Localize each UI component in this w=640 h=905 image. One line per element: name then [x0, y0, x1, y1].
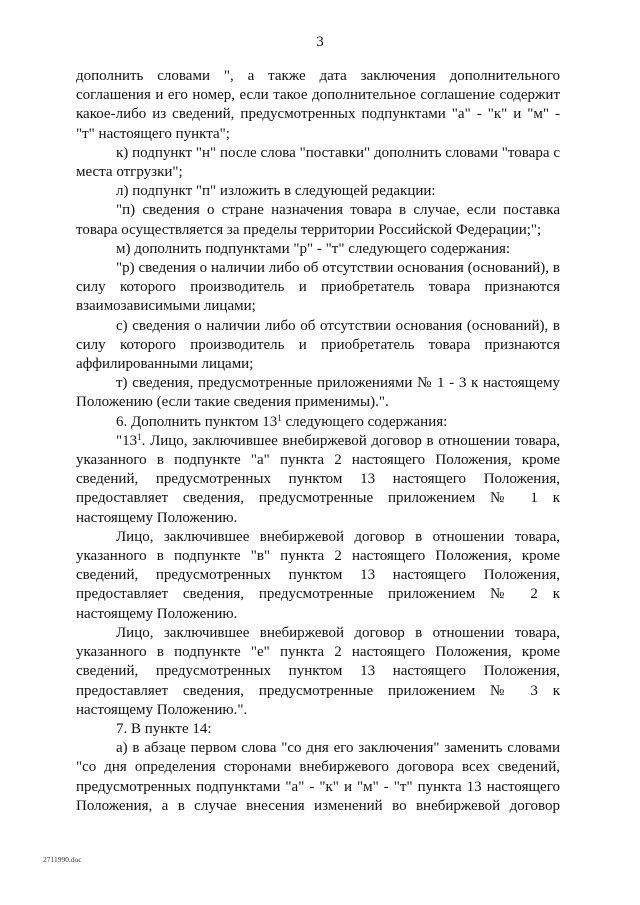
paragraph-person-e: Лицо, заключившее внебиржевой договор в отношении товара, указанного в подпункте "е" пункта 2 настоящего Положения, кроме сведений, предусмотренных пунктом 13 настоящего Положения, предоставляет сведения, предусмотренные приложением № 3 к настоящему Положению.".	[76, 624, 560, 718]
paragraph-item-r: "р) сведения о наличии либо об отсутствии основания (оснований), в силу которого производитель и приобретатель товара признаются взаимозависимыми лицами;	[76, 260, 560, 315]
superscript: 1	[277, 412, 282, 423]
paragraph-item-m: м) дополнить подпунктами "р" - "т" следующего содержания:	[116, 240, 511, 257]
document-body	[76, 67, 560, 816]
paragraph-item-p: "п) сведения о стране назначения товара в случае, если поставка товара осуществляется за пределы территории Российской Федерации;";	[76, 202, 560, 238]
page-number: 3	[316, 34, 324, 50]
footer-filename: 2711990.doc	[43, 855, 82, 864]
paragraph-point-7: 7. В пункте 14:	[116, 720, 212, 737]
superscript: 1	[137, 431, 142, 442]
paragraph-item-l: л) подпункт "п" изложить в следующей редакции:	[116, 183, 436, 200]
paragraph-item-k: к) подпункт "н" после слова "поставки" дополнить словами "товара с места отгрузки";	[76, 144, 560, 181]
paragraph-item-s: с) сведения о наличии либо об отсутствии основания (оснований), в силу которого производитель и приобретатель товара признаются аффилированными лицами;	[76, 317, 560, 373]
paragraph-item-t: т) сведения, предусмотренные приложениями № 1 - 3 к настоящему Положению (если такие сведения применимы).".	[76, 375, 560, 411]
paragraph-continuation: дополнить словами ", а также дата заключения дополнительного соглашения и его номер, если такое дополнительное соглашение содержит какое-либо из сведений, предусмотренных подпунктами "а" - "к" и "м" - "т" настоящего пункта";	[76, 68, 560, 142]
paragraph-person-v: Лицо, заключившее внебиржевой договор в отношении товара, указанного в подпункте "в" пункта 2 настоящего Положения, кроме сведений, предусмотренных пунктом 13 настоящего Положения, предоставляет сведения, предусмотренные приложением № 2 к настоящему Положению.	[76, 528, 560, 622]
paragraph-point-6: 6. Дополнить пунктом $13^1$ следующего содержания:	[116, 412, 448, 430]
paragraph-point-13-1: "$13^1$. Лицо, заключившее внебиржевой договор в отношении товара, указанного в подпункте "а" пункта 2 настоящего Положения, кроме сведений, предусмотренных пунктом 13 настоящего Положения, предоставляет сведения, предусмотренные приложением № 1 к настоящему Положению.	[76, 431, 560, 526]
paragraph-item-a: а) в абзаце первом слова "со дня его заключения" заменить словами "со дня определения сторонами внебиржевого договора всех сведений, предусмотренных подпунктами "а" - "к" и "м" - "т" пункта 13 настоящего Положения, а в случае внесения изменений во внебиржевой договор	[76, 740, 560, 814]
